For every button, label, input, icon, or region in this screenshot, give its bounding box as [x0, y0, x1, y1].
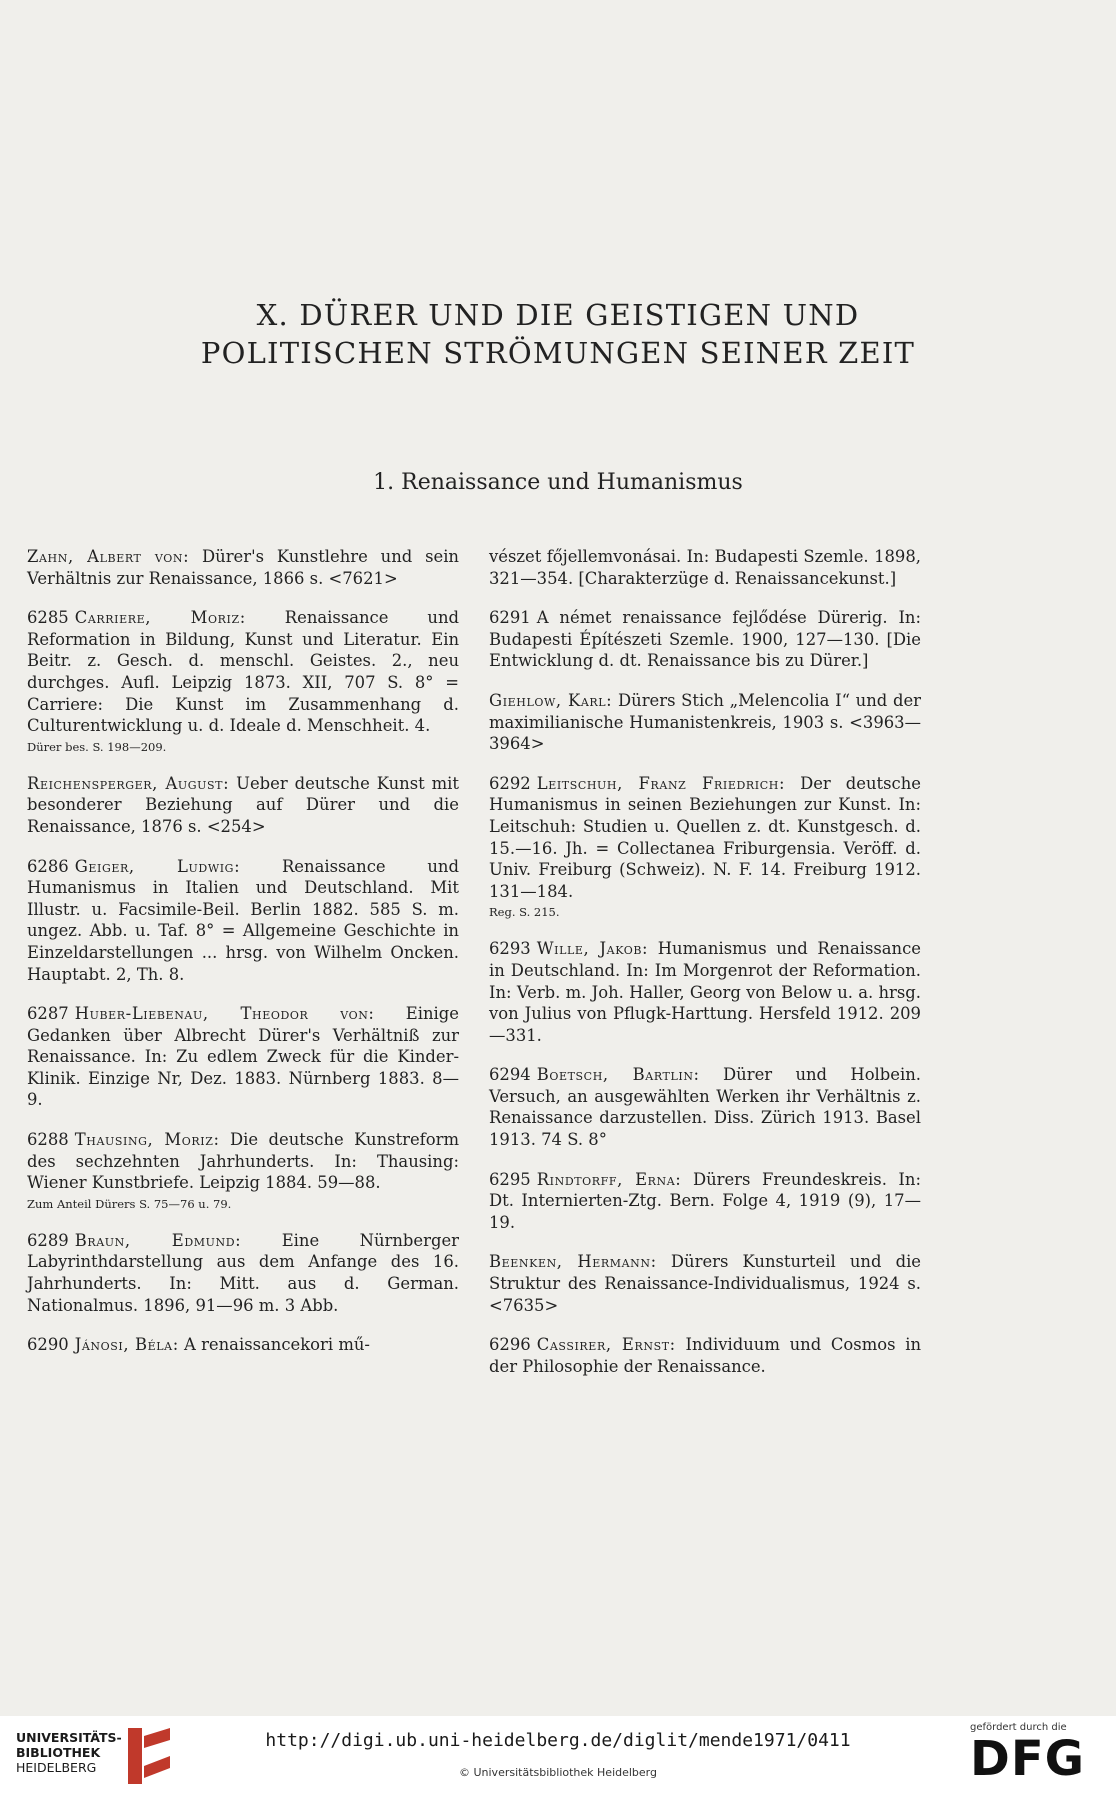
dfg-caption: gefördert durch die	[970, 1722, 1067, 1733]
entry-text: Die deutsche Kunstreform des sechzehnten Jahrhunderts. In: Thausing: Wiener Kunstbriefe. Leipzig 1884. 59—88.	[27, 1130, 459, 1193]
entry-text: Einige Gedanken über Albrecht Dürer's Verhältniß zur Renaissance. In: Zu edlem Zweck für die Kinder-Klinik. Einzige Nr, Dez. 1883. Nürnberg 1883. 8—9.	[27, 1004, 459, 1110]
chapter-title-line2: POLITISCHEN STRÖMUNGEN SEINER ZEIT	[200, 336, 916, 370]
library-name-line3: HEIDELBERG	[16, 1760, 97, 1775]
entry-number: 6288	[27, 1130, 69, 1150]
bibliography-entry	[27, 773, 459, 838]
bibliography-entry	[489, 1251, 921, 1316]
entry-number: 6292	[489, 773, 531, 793]
library-name-line1: UNIVERSITÄTS-	[16, 1730, 122, 1745]
entry-author: Huber-Liebenau, Theodor von:	[74, 1004, 375, 1024]
bibliography-entry	[27, 607, 459, 755]
bibliography-entry	[489, 1064, 921, 1150]
bibliography-entry	[27, 1334, 459, 1356]
bibliography-entry	[27, 1129, 459, 1212]
entry-author: Braun, Edmund:	[74, 1230, 242, 1250]
bibliography-entry	[489, 1169, 921, 1234]
entry-author: Giehlow, Karl:	[489, 690, 613, 710]
library-name-line2: BIBLIOTHEK	[16, 1745, 101, 1760]
entry-number: 6286	[27, 856, 69, 876]
entry-text: Dürer's Kunstlehre und sein Verhältnis zur Renaissance, 1866 s. <7621>	[27, 547, 459, 588]
bibliography-entry	[489, 546, 921, 589]
entry-text: Der deutsche Humanismus in seinen Beziehungen zur Kunst. In: Leitschuh: Studien u. Quellen z. dt. Kunstgesch. d. 15.—16. Jh. = Collectanea Friburgensia. Veröff. d. Univ. Freiburg (Schweiz). N. F. 14. Freiburg 1912. 131—184.	[489, 773, 921, 901]
entry-number: 6294	[489, 1065, 531, 1085]
entry-author: Rindtorff, Erna:	[536, 1169, 682, 1189]
chapter-title	[0, 296, 1116, 372]
bibliography-entry	[489, 1334, 921, 1377]
dfg-wordmark: DFG	[970, 1731, 1086, 1787]
dfg-logo[interactable]	[970, 1722, 1100, 1787]
entry-author: Reichensperger, August:	[27, 773, 230, 793]
bibliography-entry	[489, 938, 921, 1046]
entry-text: Dürers Freundeskreis. In: Dt. Internierten-Ztg. Bern. Folge 4, 1919 (9), 17—19.	[489, 1169, 921, 1232]
entry-note: Reg. S. 215.	[489, 905, 560, 920]
section-title: 1. Renaissance und Humanismus	[373, 470, 743, 495]
entry-author: Leitschuh, Franz Friedrich:	[536, 773, 786, 793]
right-column	[489, 546, 921, 1395]
entry-text: Renaissance und Reformation in Bildung, Kunst und Literatur. Ein Beitr. z. Gesch. d. menschl. Geistes. 2., neu durchges. Aufl. Leipzig 1873. XII, 707 S. 8° = Carriere: Die Kunst im Zusammenhang d. Culturentwicklung u. d. Ideale d. Menschheit. 4.	[27, 608, 459, 736]
entry-text: Ueber deutsche Kunst mit besonderer Beziehung auf Dürer und die Renaissance, 1876 s. <254>	[27, 773, 459, 836]
entry-text: vészet főjellemvonásai. In: Budapesti Szemle. 1898, 321—354. [Charakterzüge d. Renaissancekunst.]	[489, 547, 921, 588]
entry-text: A renaissancekori mű-	[184, 1335, 370, 1355]
entry-author: Beenken, Hermann:	[489, 1252, 657, 1272]
entry-number: 6293	[489, 939, 531, 959]
bibliography-entry	[27, 546, 459, 589]
entry-text: Humanismus und Renaissance in Deutschland. In: Im Morgenrot der Reformation. In: Verb. m. Joh. Haller, Georg von Below u. a. hrsg. von Julius von Pflugk-Harttung. Hersfeld 1912. 209—331.	[489, 939, 921, 1045]
copyright-text: © Universitätsbibliothek Heidelberg	[458, 1766, 657, 1779]
entry-author: Cassirer, Ernst:	[536, 1335, 676, 1355]
chapter-title-line1: X. DÜRER UND DIE GEISTIGEN UND	[256, 298, 860, 332]
bibliography-entry	[27, 1003, 459, 1111]
entry-author: Boetsch, Bartlin:	[536, 1065, 700, 1085]
bibliography-entry	[489, 607, 921, 672]
left-column	[27, 546, 459, 1374]
bibliography-entry	[27, 1230, 459, 1316]
entry-author: Thausing, Moriz:	[74, 1130, 220, 1150]
entry-number: 6285	[27, 608, 69, 628]
entry-text: Dürer und Holbein. Versuch, an ausgewählten Werken ihr Verhältnis z. Renaissance darzustellen. Diss. Zürich 1913. Basel 1913. 74 S. 8°	[489, 1065, 922, 1150]
footer-bar	[0, 1716, 1116, 1797]
bibliography-entry	[27, 856, 459, 986]
entry-note: Zum Anteil Dürers S. 75—76 u. 79.	[27, 1196, 232, 1211]
entry-text: Renaissance und Humanismus in Italien und Deutschland. Mit Illustr. u. Facsimile-Beil. Berlin 1882. 585 S. m. ungez. Abb. u. Taf. 8° = Allgemeine Geschichte in Einzeldarstellungen ... hrsg. von Wilhelm Oncken. Hauptabt. 2, Th. 8.	[27, 856, 459, 984]
bibliography-entry	[489, 773, 921, 921]
entry-number: 6289	[27, 1230, 69, 1250]
entry-author: Jánosi, Béla:	[74, 1335, 179, 1355]
entry-author: Wille, Jakob:	[536, 939, 649, 959]
entry-author: Zahn, Albert von:	[27, 547, 190, 566]
entry-text: Dürers Kunsturteil und die Struktur des Renaissance-Individualismus, 1924 s. <7635>	[489, 1252, 922, 1315]
page-url-link[interactable]: http://digi.ub.uni-heidelberg.de/diglit/mende1971/0411	[265, 1730, 851, 1751]
entry-author: Geiger, Ludwig:	[74, 856, 241, 876]
entry-number: 6295	[489, 1169, 531, 1189]
entry-number: 6291	[489, 608, 531, 628]
entry-text: A német renaissance fejlődése Dürerig. In: Budapesti Építészeti Szemle. 1900, 127—130. [Die Entwicklung d. dt. Renaissance bis zu Dürer.]	[489, 608, 921, 671]
entry-number: 6290	[27, 1335, 69, 1355]
entry-text: Eine Nürnberger Labyrinthdarstellung aus dem Anfange des 16. Jahrhunderts. In: Mitt. aus d. German. Nationalmus. 1896, 91—96 m. 3 Abb.	[27, 1230, 459, 1315]
entry-text: Dürers Stich „Melencolia I“ und der maximilianische Humanistenkreis, 1903 s. <3963—3964>	[489, 690, 921, 754]
entry-text: Individuum und Cosmos in der Philosophie der Renaissance.	[489, 1335, 921, 1376]
entry-number: 6287	[27, 1004, 69, 1024]
entry-author: Carriere, Moriz:	[74, 608, 246, 628]
bibliography-entry	[489, 690, 921, 755]
entry-number: 6296	[489, 1335, 531, 1355]
entry-note: Dürer bes. S. 198—209.	[27, 739, 167, 754]
